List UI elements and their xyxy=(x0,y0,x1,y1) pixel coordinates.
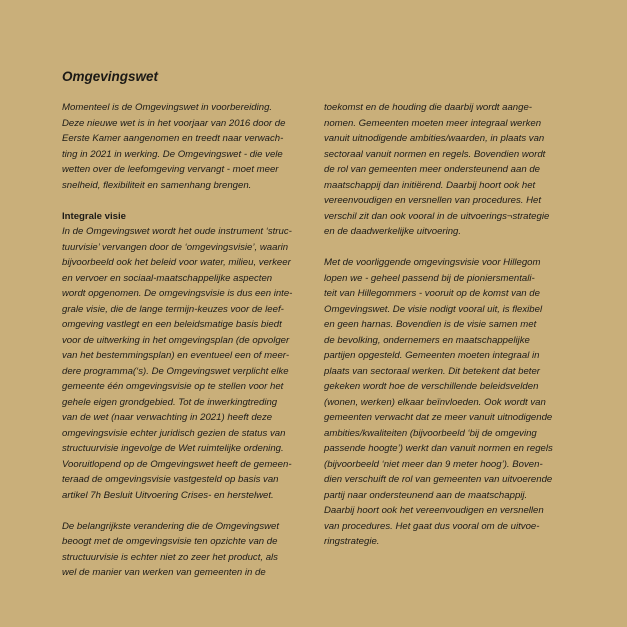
right-column xyxy=(324,100,564,550)
text-line: In de Omgevingswet wordt het oude instrument ‘struc- xyxy=(62,226,292,237)
text-line: gemeente één omgevingsvisie op te stellen voor het xyxy=(62,381,284,392)
integrale-visie-paragraph xyxy=(62,224,312,503)
text-line: ringstrategie. xyxy=(324,536,380,547)
text-line: omgeving vastlegt en een beleidsmatige basis biedt xyxy=(62,319,282,330)
text-line: De belangrijkste verandering die de Omgevingswet xyxy=(62,520,280,532)
text-line: structuurvisie is echter niet zo zeer het product, als xyxy=(62,551,278,563)
closing-paragraph xyxy=(62,519,312,581)
text-line: de rol van gemeenten meer ondersteunend aan de xyxy=(324,164,541,175)
text-line: dere programma(‘s). De Omgevingswet verplicht elke xyxy=(62,365,289,377)
text-line: ting in 2021 in werking. De Omgevingswet - die vele xyxy=(62,148,283,160)
text-line: plaats van sectoraal werken. Dit betekent dat beter xyxy=(324,365,540,377)
text-line: wetten over de leefomgeving vervangt - moet meer xyxy=(62,164,279,175)
text-line: vereenvoudigen en versnellen van procedures. Het xyxy=(324,195,542,206)
left-column xyxy=(62,100,312,581)
text-line: en de daadwerkelijke uitvoering. xyxy=(324,226,462,237)
text-line: partij naar ondersteunend aan de maatschappij. xyxy=(324,489,528,501)
text-line: van het bestemmingsplan) en eventueel een of meer- xyxy=(62,350,290,361)
text-line: ambities/kwaliteiten (bijvoorbeeld ‘bij de omgeving xyxy=(324,427,537,439)
text-line: maatschappij dan initiërend. Daarbij hoort ook het xyxy=(324,179,536,191)
paragraph-gap xyxy=(324,240,564,256)
text-line: sectoraal vanuit normen en regels. Bovendien wordt xyxy=(324,148,546,160)
text-line: (wonen, werken) elkaar beïnvloeden. Ook wordt van xyxy=(324,396,546,408)
text-line: teraad de omgevingsvisie vastgesteld op basis van xyxy=(62,474,279,485)
text-line: omgevingsvisie echter juridisch gezien de status van xyxy=(62,427,286,439)
text-line: Deze nieuwe wet is in het voorjaar van 2016 door de xyxy=(62,117,286,129)
text-line: en geen harnas. Bovendien is de visie samen met xyxy=(324,319,537,330)
text-line: beoogt met de omgevingsvisie ten opzichte van de xyxy=(62,536,278,547)
page-title: Omgevingswet xyxy=(62,69,159,84)
text-line: van de wet (naar verwachting in 2021) heeft deze xyxy=(62,412,273,423)
text-line: Momenteel is de Omgevingswet in voorbereiding. xyxy=(62,102,273,113)
text-line: wordt opgenomen. De omgevingsvisie is dus een inte- xyxy=(62,288,293,299)
text-line: lopen we - geheel passend bij de pioniersmentali- xyxy=(324,272,535,284)
paragraph-gap xyxy=(62,193,312,209)
text-line: Met de voorliggende omgevingsvisie voor Hillegom xyxy=(324,257,541,268)
text-line: (bijvoorbeeld ‘niet meer dan 9 meter hoog’). Boven- xyxy=(324,458,543,470)
text-line: grale visie, die de lange termijn-keuzes voor de leef- xyxy=(62,303,284,315)
text-line: dien verschuift de rol van gemeenten van uitvoerende xyxy=(324,474,553,485)
text-line: Eerste Kamer aangenomen en treedt naar verwach- xyxy=(62,133,284,144)
paragraph-gap xyxy=(62,503,312,519)
text-line: voor de uitwerking in het omgevingsplan (de opvolger xyxy=(62,334,290,346)
text-line: gehele eigen grondgebied. Tot de inwerkingtreding xyxy=(62,396,278,408)
text-line: Omgevingswet. De visie nodigt vooral uit, is flexibel xyxy=(324,303,543,315)
text-line: bijvoorbeeld ook het beleid voor water, milieu, verkeer xyxy=(62,257,291,268)
text-line: gekeken wordt hoe de verschillende beleidsvelden xyxy=(324,381,539,392)
hillegom-paragraph xyxy=(324,255,564,550)
continuation-paragraph xyxy=(324,100,564,240)
text-line: passende hoogte’) werkt dan vanuit normen en regels xyxy=(324,443,553,454)
text-line: Daarbij hoort ook het vereenvoudigen en versnellen xyxy=(324,505,544,516)
text-line: teit van Hillegommers - vooruit op de komst van de xyxy=(324,288,540,299)
text-line: toekomst en de houding die daarbij wordt aange- xyxy=(324,102,533,113)
text-line: structuurvisie ingevolge de Wet ruimtelijke ordening. xyxy=(62,443,284,454)
text-line: wel de manier van werken van gemeenten in de xyxy=(62,567,266,578)
text-line: verschil zit dan ook vooral in de uitvoerings¬strategie xyxy=(324,210,550,222)
section-subheading: Integrale visie xyxy=(62,210,126,222)
text-line: vanuit uitnodigende ambities/waarden, in plaats van xyxy=(324,133,545,144)
text-line: Vooruitlopend op de Omgevingswet heeft de gemeen- xyxy=(62,458,292,470)
text-line: de bevolking, ondernemers en maatschappelijke xyxy=(324,334,530,346)
text-line: artikel 7h Besluit Uitvoering Crises- en herstelwet. xyxy=(62,489,274,501)
text-line: snelheid, flexibiliteit en samenhang brengen. xyxy=(62,179,252,191)
text-line: nomen. Gemeenten moeten meer integraal werken xyxy=(324,117,542,129)
text-line: partijen opgesteld. Gemeenten moeten integraal in xyxy=(324,350,540,361)
text-line: gemeenten verwacht dat ze meer vanuit uitnodigende xyxy=(324,412,553,423)
text-line: van procedures. Het gaat dus vooral om de uitvoe- xyxy=(324,520,540,532)
text-line: en vervoer en sociaal-maatschappelijke aspecten xyxy=(62,272,273,284)
text-line: tuurvisie’ vervangen door de ‘omgevingsvisie’, waarin xyxy=(62,241,289,253)
intro-paragraph xyxy=(62,100,312,193)
